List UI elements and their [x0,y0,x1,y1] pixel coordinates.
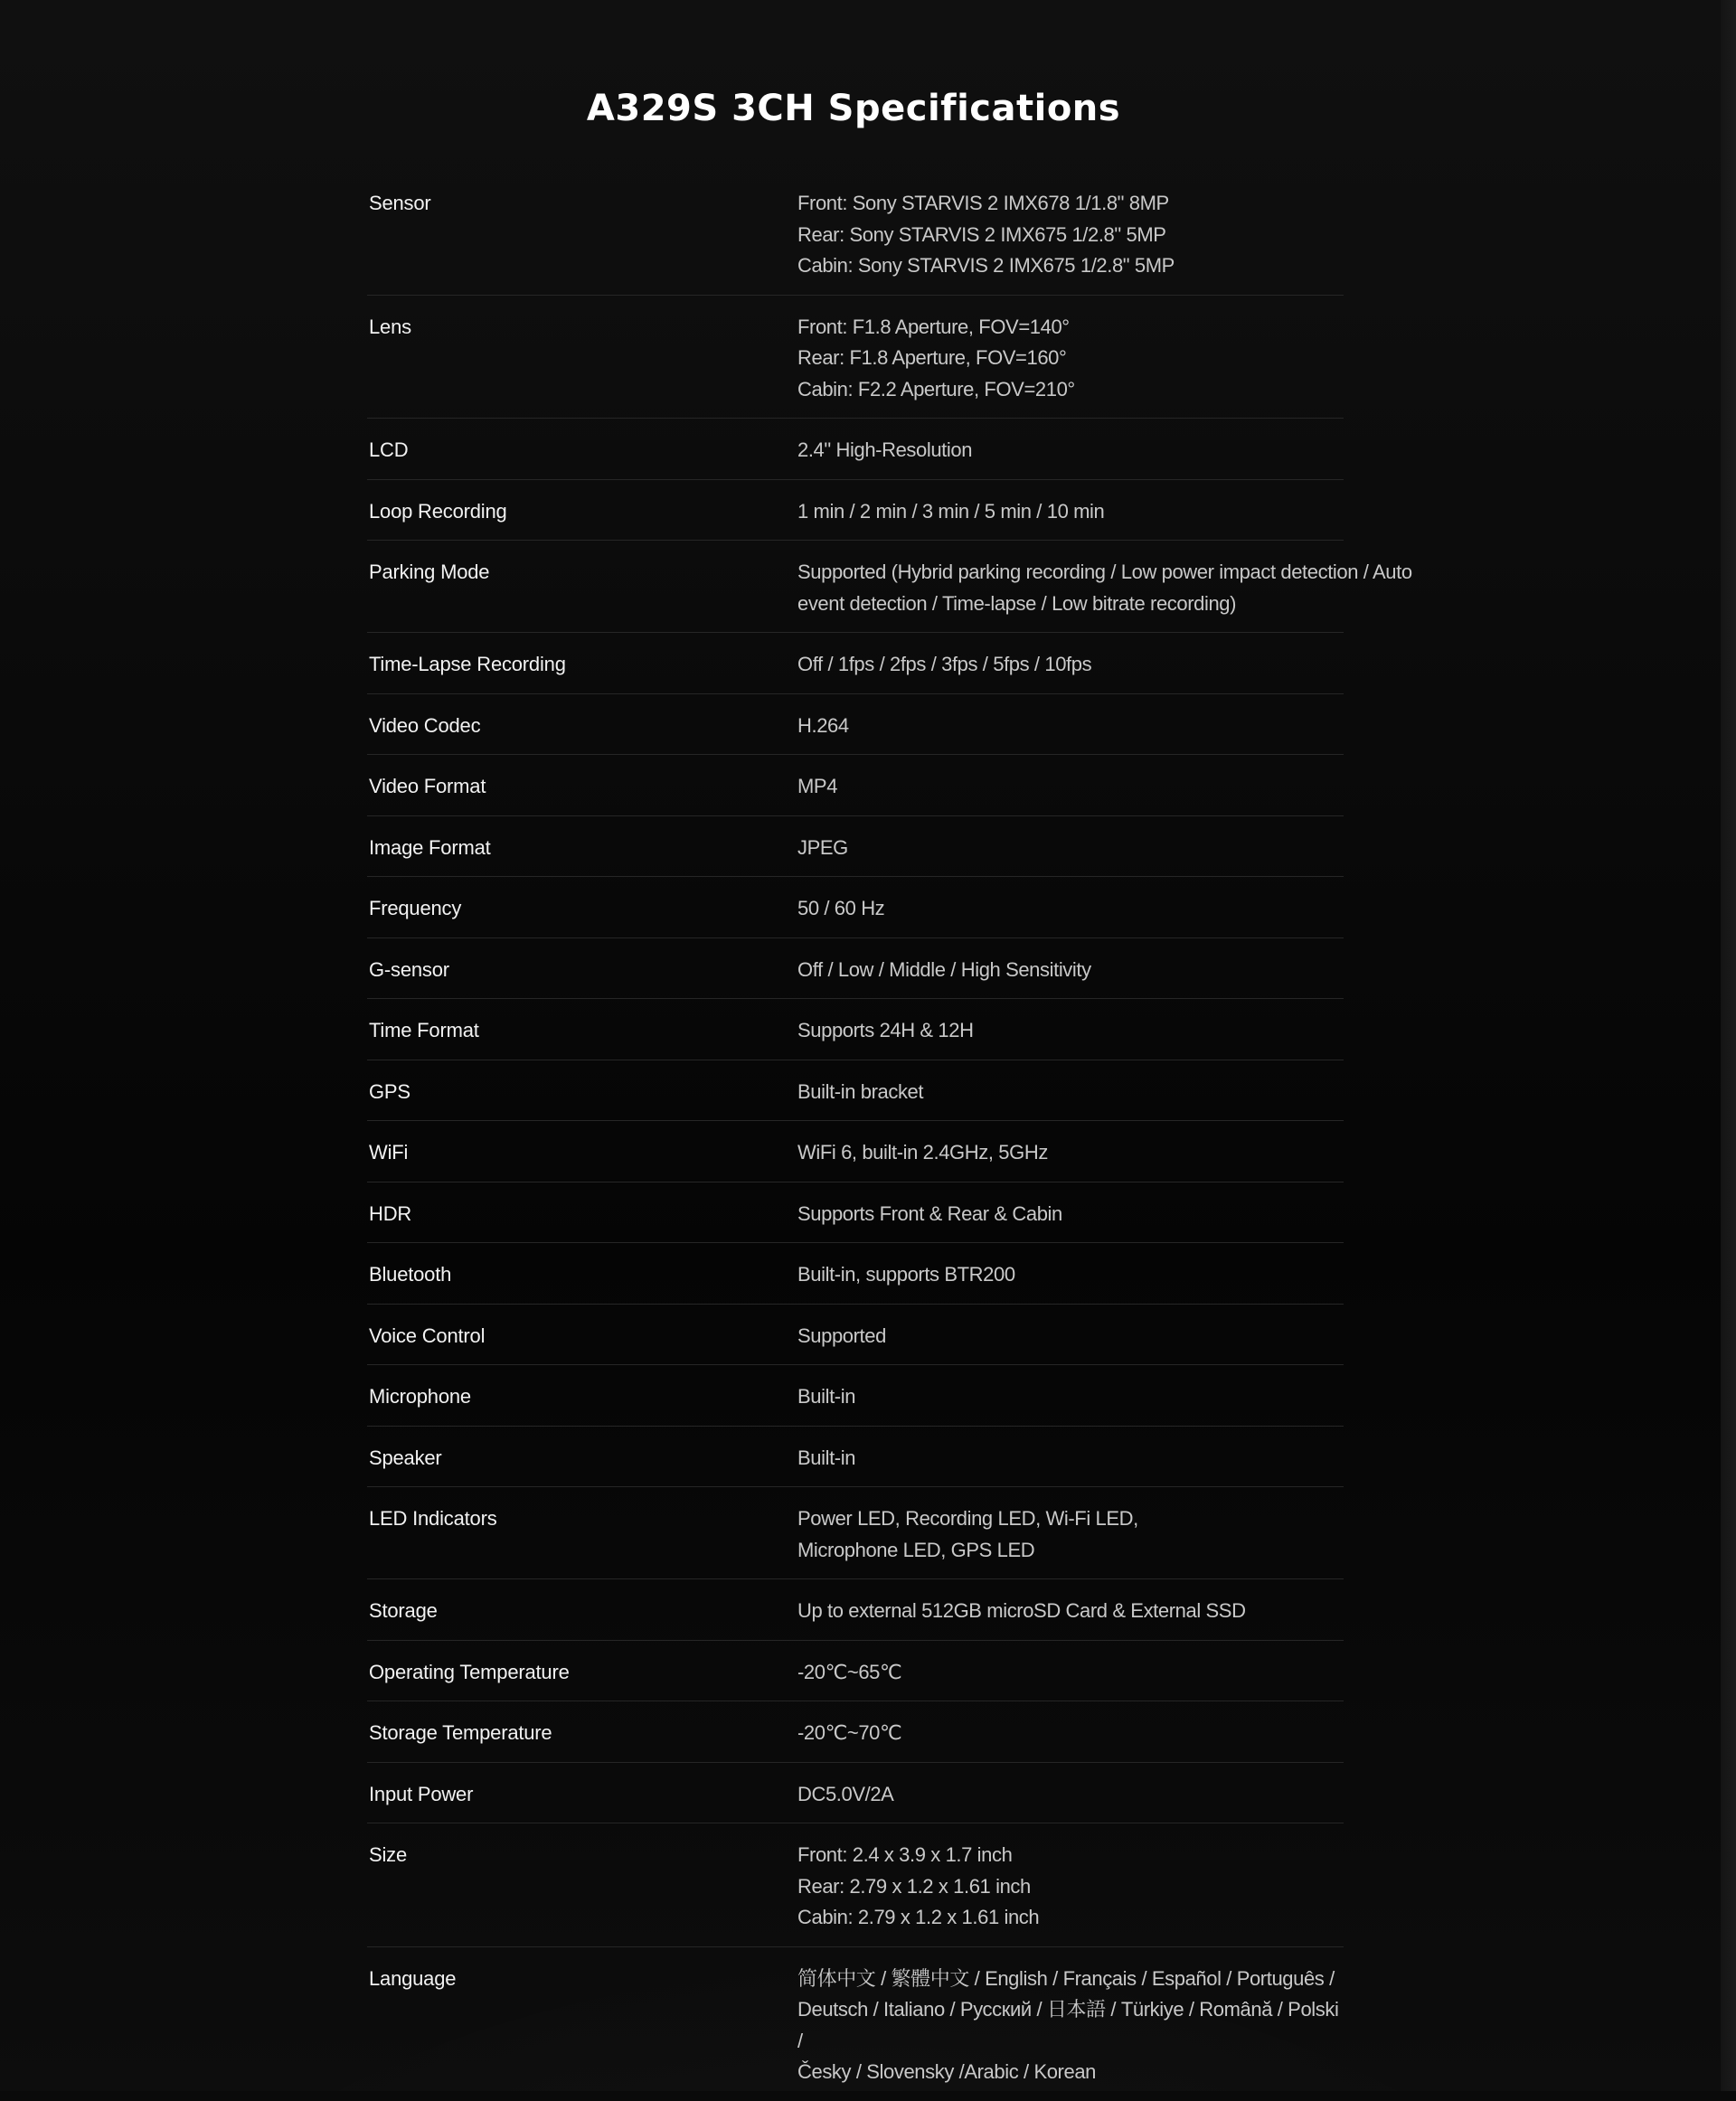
spec-label: Sensor [369,192,431,214]
spec-label: LCD [369,438,409,461]
spec-row-gps [367,1060,1344,1122]
spec-label: GPS [369,1079,410,1103]
spec-row-bluetooth [367,1243,1344,1305]
spec-label: Microphone [369,1385,471,1408]
spec-label: Voice Control [369,1324,486,1347]
spec-row-wifi [367,1121,1344,1182]
spec-table [367,172,1412,2101]
spec-value: 2.4" High-Resolution [797,438,973,461]
spec-value: JPEG [797,835,848,859]
spec-label: Size [369,1843,407,1866]
spec-label: HDR [369,1201,412,1225]
spec-value: Built-in bracket [797,1079,924,1103]
spec-label: Parking Mode [369,561,490,583]
page-title: A329S 3CH Specifications [586,88,1121,129]
spec-row-g-sensor [367,938,1344,1000]
spec-label: Time-Lapse Recording [369,653,566,675]
spec-row-microphone [367,1365,1344,1427]
spec-value: Off / 1fps / 2fps / 3fps / 5fps / 10fps [797,653,1092,675]
spec-label: Speaker [369,1446,442,1469]
spec-label: WiFi [369,1141,409,1164]
spec-label: Loop Recording [369,499,507,523]
spec-label: Input Power [369,1782,474,1805]
spec-value: Supports Front & Rear & Cabin [797,1201,1062,1225]
spec-label: Frequency [369,897,462,919]
spec-label: Storage [369,1599,438,1622]
spec-row-time-format [367,999,1344,1060]
spec-label: Image Format [369,835,491,859]
spec-row-voice-control [367,1305,1344,1366]
spec-label: Lens [369,315,411,338]
spec-label: Bluetooth [369,1263,452,1286]
spec-label: LED Indicators [369,1507,497,1530]
spec-value: Supported (Hybrid parking recording / Low power impact detection / Auto event detection / Time-lapse / Low bitrate recording) [797,561,1412,615]
spec-value: Power LED, Recording LED, Wi-Fi LED, Microphone LED, GPS LED [797,1507,1138,1561]
spec-row-time-lapse-recording [367,633,1344,694]
spec-row-storage [367,1579,1344,1641]
spec-value: -20℃~70℃ [797,1721,902,1744]
spec-label: Operating Temperature [369,1660,570,1683]
spec-value: Built-in [797,1446,856,1469]
spec-label: Video Format [369,775,486,797]
spec-label: Storage Temperature [369,1721,552,1744]
spec-label: Language [369,1966,457,1990]
spec-label: G-sensor [369,957,449,981]
spec-row-storage-temperature [367,1701,1344,1763]
page-edge-shadow [1721,0,1736,2091]
spec-value: -20℃~65℃ [797,1660,902,1683]
spec-value: Up to external 512GB microSD Card & External SSD [797,1599,1246,1622]
spec-row-input-power [367,1763,1344,1824]
spec-value: Off / Low / Middle / High Sensitivity [797,957,1091,981]
spec-row-video-format [367,755,1344,816]
spec-value: WiFi 6, built-in 2.4GHz, 5GHz [797,1141,1048,1164]
spec-value: Built-in [797,1385,856,1408]
spec-value: MP4 [797,775,838,797]
spec-value: Supported [797,1324,886,1347]
spec-row-video-codec [367,694,1344,756]
spec-row-parking-mode [367,541,1412,633]
spec-value: 简体中文 / 繁體中文 / English / Français / Español / Português / Deutsch / Italiano / Русский / 日本語 / Türkiye / Română / Polski / Česky / Slovensky /Arabic / Korean [797,1966,1339,2083]
spec-row-led-indicators [367,1487,1344,1579]
spec-label: Time Format [369,1019,479,1041]
spec-row-frequency [367,877,1344,938]
spec-value: Supports 24H & 12H [797,1019,974,1041]
spec-row-size [367,1823,1344,1947]
spec-value: Front: 2.4 x 3.9 x 1.7 inch Rear: 2.79 x 1.2 x 1.61 inch Cabin: 2.79 x 1.2 x 1.61 inch [797,1843,1040,1928]
spec-row-sensor [367,172,1344,296]
spec-row-language [367,1947,1344,2101]
spec-value: Built-in, supports BTR200 [797,1263,1015,1286]
spec-value: 50 / 60 Hz [797,897,885,919]
spec-row-lens [367,296,1344,419]
spec-value: Front: Sony STARVIS 2 IMX678 1/1.8" 8MP Rear: Sony STARVIS 2 IMX675 1/2.8" 5MP Cabin: Sony STARVIS 2 IMX675 1/2.8" 5MP [797,192,1175,277]
spec-value: H.264 [797,713,849,737]
spec-row-speaker [367,1427,1344,1488]
spec-label: Video Codec [369,713,481,737]
spec-row-lcd [367,419,1344,480]
spec-value: DC5.0V/2A [797,1782,894,1805]
spec-row-loop-recording [367,480,1344,542]
spec-row-operating-temperature [367,1641,1344,1702]
spec-row-hdr [367,1182,1344,1244]
spec-value: Front: F1.8 Aperture, FOV=140° Rear: F1.8 Aperture, FOV=160° Cabin: F2.2 Aperture, FOV=210° [797,315,1075,400]
spec-value: 1 min / 2 min / 3 min / 5 min / 10 min [797,499,1105,523]
spec-row-image-format [367,816,1344,878]
